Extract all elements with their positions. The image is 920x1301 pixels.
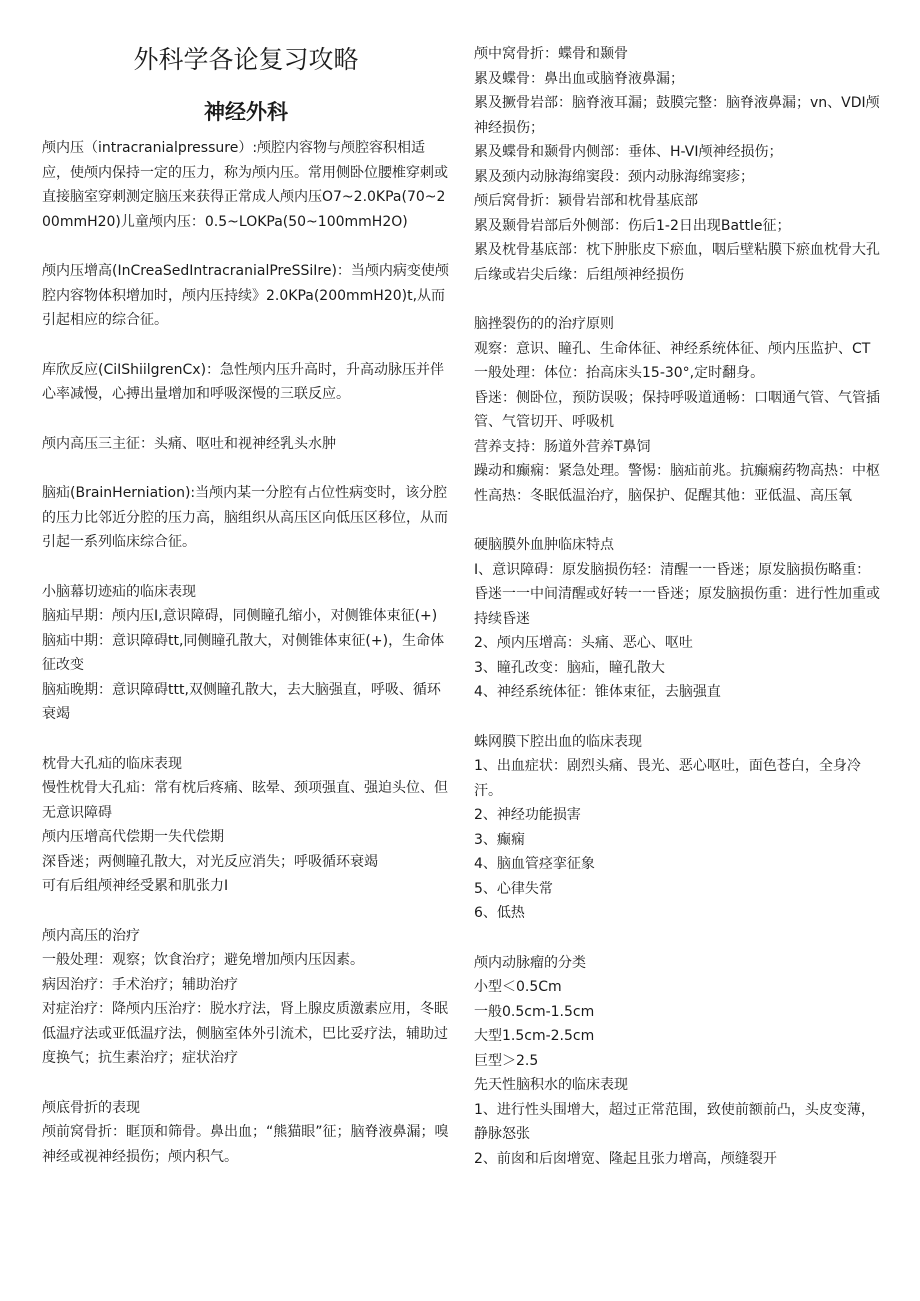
- text-line: 深昏迷；两侧瞳孔散大，对光反应消失；呼吸循环衰竭: [42, 853, 378, 870]
- text-line: 先天性脑积水的临床表现: [474, 1077, 628, 1093]
- text-block: [42, 752, 450, 899]
- text-line: 颅内压增高(InCreaSedIntracranialPreSSiIre)：当颅内病变使颅腔内容物体积增加时，颅内压持续》2.0KPa(200mmH20)t,从而引起相应的综合征。: [42, 263, 449, 328]
- text-block: [474, 951, 882, 1172]
- text-line: 颅内压（intracranialpressure）:颅腔内容物与颅腔容积相适应，使颅内保持一定的压力，称为颅内压。常用侧卧位腰椎穿刺或直接脑室穿刺测定脑压来获得正常成人颅内压O7~2.0KPa(70~200mmH20)儿童颅内压：0.5~LOKPa(50~100mmH2O): [42, 140, 448, 230]
- right-column: [474, 42, 882, 1196]
- text-line: 5、心律失常: [474, 880, 553, 897]
- text-line: 累及撅骨岩部：脑脊液耳漏；鼓膜完整：脑脊液鼻漏；vn、VDI颅神经损伤；: [474, 95, 880, 136]
- text-line: 3、癫痫: [474, 831, 525, 848]
- text-block: [474, 730, 882, 926]
- text-line: 2、前囱和后囱增宽、隆起且张力增高，颅缝裂开: [474, 1150, 777, 1167]
- text-line: 颅后窝骨折：颍骨岩部和枕骨基底部: [474, 193, 698, 209]
- text-line: 一般处理：观察；饮食治疗；避免增加颅内压因素。: [42, 952, 364, 968]
- text-line: 累及蝶骨：鼻出血或脑脊液鼻漏；: [474, 70, 684, 87]
- text-line: 2、颅内压增高：头痛、恶心、呕吐: [474, 635, 693, 651]
- text-line: 巨型＞2.5: [474, 1052, 539, 1069]
- text-line: 脑挫裂伤的的治疗原则: [474, 316, 614, 332]
- text-block: [474, 533, 882, 705]
- text-line: 累及蝶骨和颞骨内侧部：垂体、H-VI颅神经损伤；: [474, 144, 783, 160]
- text-block: [42, 136, 450, 234]
- text-line: 颅前窝骨折：眶顶和筛骨。鼻出血；“熊猫眼”征；脑脊液鼻漏；嗅神经或视神经损伤；颅内积气。: [42, 1124, 449, 1165]
- text-line: 4、脑血管痉挛征象: [474, 856, 595, 872]
- text-block: [42, 924, 450, 1071]
- text-line: 昏迷：侧卧位，预防误吸；保持呼吸道通畅：口咽通气管、气管插管、气管切开、呼吸机: [474, 389, 880, 430]
- text-line: 病因治疗：手术治疗；辅助治疗: [42, 976, 238, 993]
- text-line: 颅内动脉瘤的分类: [474, 954, 586, 971]
- text-line: 营养支持：肠道外营养T鼻饲: [474, 438, 651, 455]
- text-line: 枕骨大孔疝的临床表现: [42, 755, 182, 772]
- text-line: 4、神经系统体征：锥体束征，去脑强直: [474, 684, 721, 700]
- text-line: 脑疝早期：颅内压I,意识障碍，同侧瞳孔缩小，对侧锥体束征(+): [42, 608, 438, 624]
- text-line: 蛛网膜下腔出血的临床表现: [474, 733, 642, 750]
- text-line: 颅内高压的治疗: [42, 927, 140, 944]
- text-line: 1、进行性头围增大，超过正常范围，致使前额前凸，头皮变薄，静脉怒张: [474, 1101, 875, 1142]
- text-line: 慢性枕骨大孔疝：常有枕后疼痛、眩晕、颈项强直、强迫头位、但无意识障碍: [42, 780, 448, 821]
- text-line: 库欣反应(CiIShiilgrenCx)：急性颅内压升高时，升高动脉压并伴心率减慢，心搏出量增加和呼吸深慢的三联反应。: [42, 361, 445, 402]
- text-block: [42, 259, 450, 333]
- text-line: 大型1.5cm-2.5cm: [474, 1028, 595, 1044]
- left-column: [42, 136, 450, 1194]
- text-line: 颅内高压三主征：头痛、呕吐和视神经乳头水肿: [42, 435, 336, 452]
- section-title: 神经外科: [204, 100, 288, 124]
- text-line: 6、低热: [474, 905, 525, 921]
- text-line: 2、神经功能损害: [474, 807, 581, 823]
- text-line: 一般0.5cm-1.5cm: [474, 1003, 595, 1020]
- text-block: [42, 432, 450, 457]
- text-block: [474, 312, 882, 508]
- text-line: 脑疝中期：意识障碍tt,同侧瞳孔散大，对侧锥体束征(+)，生命体征改变: [42, 632, 445, 673]
- text-line: 脑疝晚期：意识障碍ttt,双侧瞳孔散大，去大脑强直，呼吸、循环衰竭: [42, 681, 441, 722]
- text-line: 颅内压增高代偿期一失代偿期: [42, 829, 224, 845]
- text-block: [42, 1096, 450, 1170]
- text-line: 可有后组颅神经受累和肌张力I: [42, 878, 229, 894]
- text-block: [42, 481, 450, 555]
- text-line: 颅底骨折的表现: [42, 1099, 140, 1116]
- text-block: [474, 42, 882, 287]
- text-line: 观察：意识、瞳孔、生命体征、神经系统体征、颅内压监护、CT: [474, 340, 871, 357]
- text-line: 脑疝(BrainHerniation):当颅内某一分腔有占位性病变时，该分腔的压力比邻近分腔的压力高，脑组织从高压区向低压区移位，从而引起一系列临床综合征。: [42, 485, 448, 550]
- text-line: 3、瞳孔改变：脑疝，瞳孔散大: [474, 659, 665, 676]
- text-line: 对症治疗：降颅内压治疗：脱水疗法，肾上腺皮质激素应用，冬眠低温疗法或亚低温疗法，侧脑室体外引流术，巴比妥疗法，辅助过度换气；抗生素治疗；症状治疗: [42, 1001, 448, 1066]
- text-line: 累及枕骨基底部：枕下肿胀皮下瘀血，咽后壁粘膜下瘀血枕骨大孔后缘或岩尖后缘：后组颅神经损伤: [474, 242, 880, 283]
- text-line: 累及颈内动脉海绵窦段：颈内动脉海绵窦疹；: [474, 168, 754, 185]
- document-title: 外科学各论复习攻略: [133, 45, 359, 74]
- text-line: 硬脑膜外血肿临床特点: [474, 537, 614, 553]
- text-line: 小型＜0.5Cm: [474, 979, 562, 995]
- text-block: [42, 358, 450, 407]
- text-line: 累及颞骨岩部后外侧部：伤后1-2日出现Battle征；: [474, 217, 791, 234]
- text-line: 一般处理：体位：抬高床头15-30°,定时翻身。: [474, 365, 765, 381]
- text-line: I、意识障碍：原发脑损伤轻：清醒一一昏迷；原发脑损伤略重：昏迷一一中间清醒或好转一一昏迷；原发脑损伤重：进行性加重或持续昏迷: [474, 561, 880, 627]
- text-line: 躁动和癫痫：紧急处理。警惕：脑疝前兆。抗癫痫药物高热：中枢性高热：冬眠低温治疗，脑保护、促醒其他：亚低温、高压氧: [474, 463, 880, 504]
- text-block: [42, 580, 450, 727]
- text-line: 1、出血症状：剧烈头痛、畏光、恶心呕吐，面色苍白，全身冷汗。: [474, 758, 861, 799]
- text-line: 颅中窝骨折：蝶骨和颞骨: [474, 46, 628, 62]
- text-line: 小脑幕切迹疝的临床表现: [42, 583, 196, 600]
